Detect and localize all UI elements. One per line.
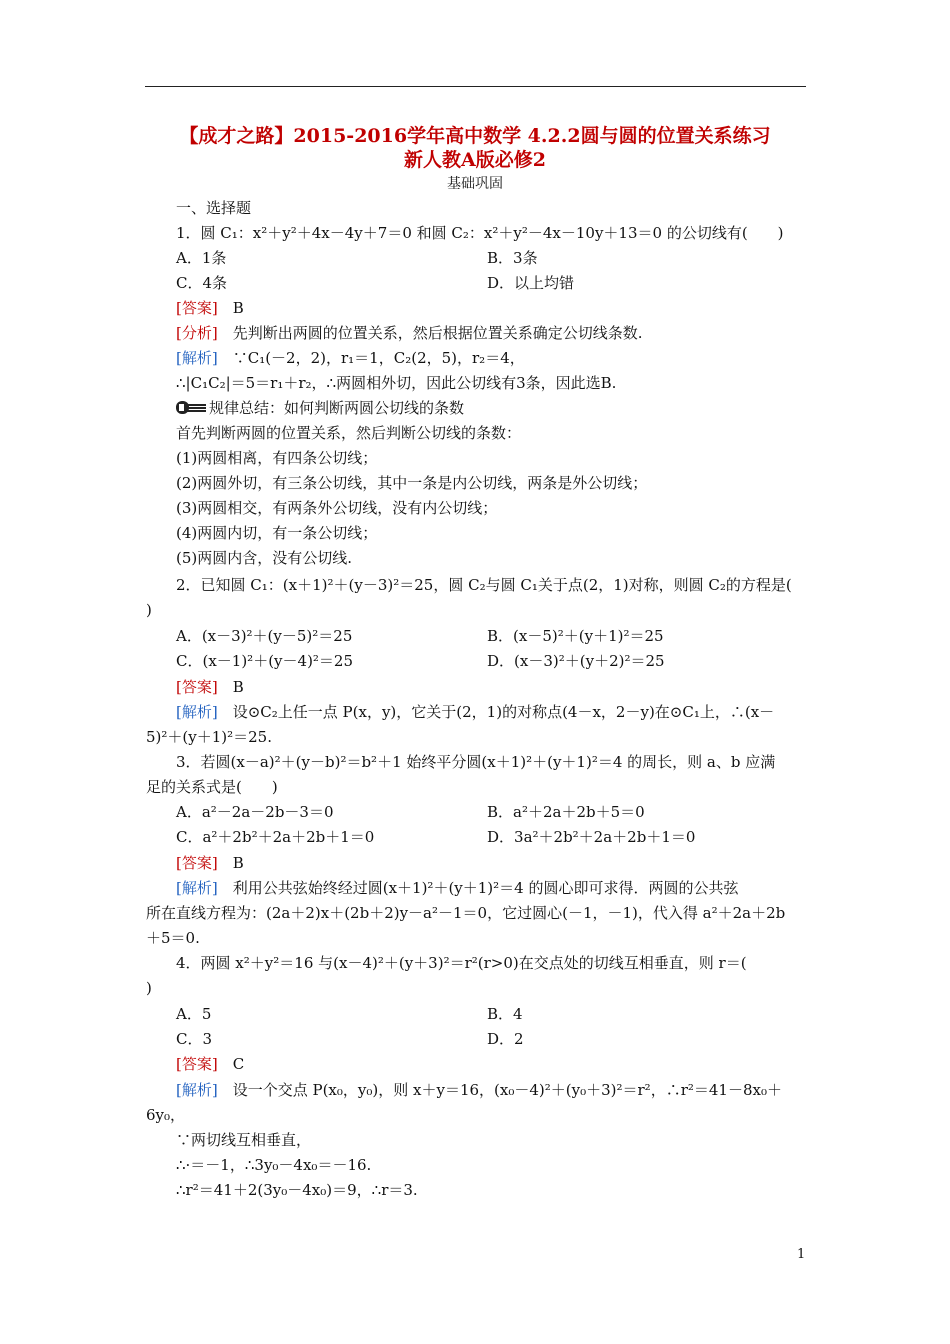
q1-solution-line2: ∴|C₁C₂|＝5＝r₁＋r₂，∴两圆相外切，因此公切线有3条，因此选B. bbox=[176, 374, 617, 392]
q4-option-c: C．3 bbox=[176, 1030, 213, 1048]
q3-solution bbox=[176, 878, 739, 898]
answer-value: C bbox=[217, 1055, 245, 1073]
q3-option-c: C．a²＋2b²＋2a＋2b＋1＝0 bbox=[176, 828, 375, 846]
q3-solution-line2: 所在直线方程为：(2a＋2)x＋(2b＋2)y－a²－1＝0，它过圆心(－1，－1)，代入得 a²＋2a＋2b bbox=[146, 904, 786, 922]
doc-title-line1: 【成才之路】2015-2016学年高中数学 4.2.2圆与圆的位置关系练习 bbox=[179, 125, 771, 147]
q2-option-b: B．(x－5)²＋(y＋1)²＝25 bbox=[487, 627, 664, 645]
q1-option-b: B．3条 bbox=[487, 249, 538, 267]
q2-stem: 2．已知圆 C₁：(x＋1)²＋(y－3)²＝25，圆 C₂与圆 C₁关于点(2，1)对称，则圆 C₂的方程是( bbox=[176, 576, 792, 594]
q1-rule-item: (1)两圆相离，有四条公切线； bbox=[176, 449, 378, 467]
q3-solution-line3: ＋5＝0. bbox=[146, 929, 200, 947]
solution-tag: [解析] bbox=[176, 879, 218, 897]
page-number: 1 bbox=[797, 1247, 806, 1262]
analysis-text: 先判断出两圆的位置关系，然后根据位置关系确定公切线条数. bbox=[217, 324, 643, 342]
q1-answer bbox=[176, 298, 244, 318]
q1-rule-item: (3)两圆相交，有两条外公切线，没有内公切线； bbox=[176, 499, 498, 517]
q2-option-a: A．(x－3)²＋(y－5)²＝25 bbox=[176, 627, 353, 645]
q1-option-c: C．4条 bbox=[176, 274, 228, 292]
solution-text: 设⊙C₂上任一点 P(x，y)，它关于(2，1)的对称点(4－x，2－y)在⊙C₁上，∴(x－ bbox=[217, 703, 775, 721]
solution-tag: [解析] bbox=[176, 703, 218, 721]
answer-value: B bbox=[217, 678, 244, 696]
q2-solution-line2: 5)²＋(y＋1)²＝25. bbox=[146, 728, 272, 746]
rule-title-text: 规律总结：如何判断两圆公切线的条数 bbox=[209, 399, 465, 417]
doc-title-line2: 新人教A版必修2 bbox=[404, 149, 546, 171]
q2-option-d: D．(x－3)²＋(y＋2)²＝25 bbox=[487, 652, 665, 670]
answer-tag: [答案] bbox=[176, 854, 218, 872]
q2-stem-line2: ) bbox=[146, 601, 152, 619]
q4-solution bbox=[176, 1080, 782, 1100]
q4-solution-line3: ∵两切线互相垂直， bbox=[176, 1131, 312, 1149]
q1-analysis bbox=[176, 323, 643, 343]
answer-value: B bbox=[217, 854, 244, 872]
solution-text: 利用公共弦始终经过圆(x＋1)²＋(y＋1)²＝4 的圆心即可求得．两圆的公共弦 bbox=[217, 879, 739, 897]
q4-option-d: D．2 bbox=[487, 1030, 524, 1048]
solution-tag: [解析] bbox=[176, 349, 218, 367]
answer-value: B bbox=[217, 299, 244, 317]
answer-tag: [答案] bbox=[176, 299, 218, 317]
q1-solution bbox=[176, 348, 525, 368]
q3-option-a: A．a²－2a－2b－3＝0 bbox=[176, 803, 334, 821]
q3-stem-line2: 足的关系式是( ) bbox=[146, 778, 278, 796]
q4-solution-line2: 6y₀， bbox=[146, 1106, 186, 1124]
q4-option-a: A．5 bbox=[176, 1005, 212, 1023]
solution-text: ∵C₁(－2，2)，r₁＝1，C₂(2，5)，r₂＝4， bbox=[217, 349, 525, 367]
q1-stem: 1．圆 C₁：x²＋y²＋4x－4y＋7＝0 和圆 C₂：x²＋y²－4x－10y＋13＝0 的公切线有( ) bbox=[176, 224, 784, 242]
header-rule bbox=[145, 86, 806, 87]
solution-tag: [解析] bbox=[176, 1081, 218, 1099]
q1-rule-title bbox=[176, 398, 464, 418]
q1-option-d: D．以上均错 bbox=[487, 274, 575, 292]
q2-solution bbox=[176, 702, 774, 722]
q4-solution-line4: ∴·＝－1，∴3y₀－4x₀＝－16. bbox=[176, 1156, 372, 1174]
q3-option-b: B．a²＋2a＋2b＋5＝0 bbox=[487, 803, 645, 821]
q4-option-b: B．4 bbox=[487, 1005, 523, 1023]
q4-solution-line5: ∴r²＝41＋2(3y₀－4x₀)＝9，∴r＝3. bbox=[176, 1181, 418, 1199]
q1-rule-item: (4)两圆内切，有一条公切线； bbox=[176, 524, 378, 542]
q1-rule-item: (5)两圆内含，没有公切线. bbox=[176, 549, 353, 567]
q1-rule-item: (2)两圆外切，有三条公切线，其中一条是内公切线，两条是外公切线； bbox=[176, 474, 648, 492]
q4-stem-line2: ) bbox=[146, 979, 152, 997]
q3-answer bbox=[176, 853, 244, 873]
q1-rule-intro: 首先判断两圆的位置关系，然后判断公切线的条数： bbox=[176, 424, 522, 442]
q3-stem: 3．若圆(x－a)²＋(y－b)²＝b²＋1 始终平分圆(x＋1)²＋(y＋1)²＝4 的周长，则 a、b 应满 bbox=[176, 753, 776, 771]
answer-tag: [答案] bbox=[176, 1055, 218, 1073]
doc-subtitle: 基础巩固 bbox=[447, 176, 503, 192]
q2-answer bbox=[176, 677, 244, 697]
section-heading: 一、选择题 bbox=[176, 199, 252, 217]
q4-stem: 4．两圆 x²＋y²＝16 与(x－4)²＋(y＋3)²＝r²(r>0)在交点处的切线互相垂直，则 r＝( bbox=[176, 954, 747, 972]
solution-text: 设一个交点 P(x₀，y₀)，则 x＋y＝16，(x₀－4)²＋(y₀＋3)²＝r²，∴r²＝41－8x₀＋ bbox=[217, 1081, 782, 1099]
answer-tag: [答案] bbox=[176, 678, 218, 696]
rule-summary-icon bbox=[176, 399, 206, 412]
q4-answer bbox=[176, 1054, 244, 1074]
analysis-tag: [分析] bbox=[176, 324, 218, 342]
q2-option-c: C．(x－1)²＋(y－4)²＝25 bbox=[176, 652, 354, 670]
q3-option-d: D．3a²＋2b²＋2a＋2b＋1＝0 bbox=[487, 828, 696, 846]
q1-option-a: A．1条 bbox=[176, 249, 227, 267]
